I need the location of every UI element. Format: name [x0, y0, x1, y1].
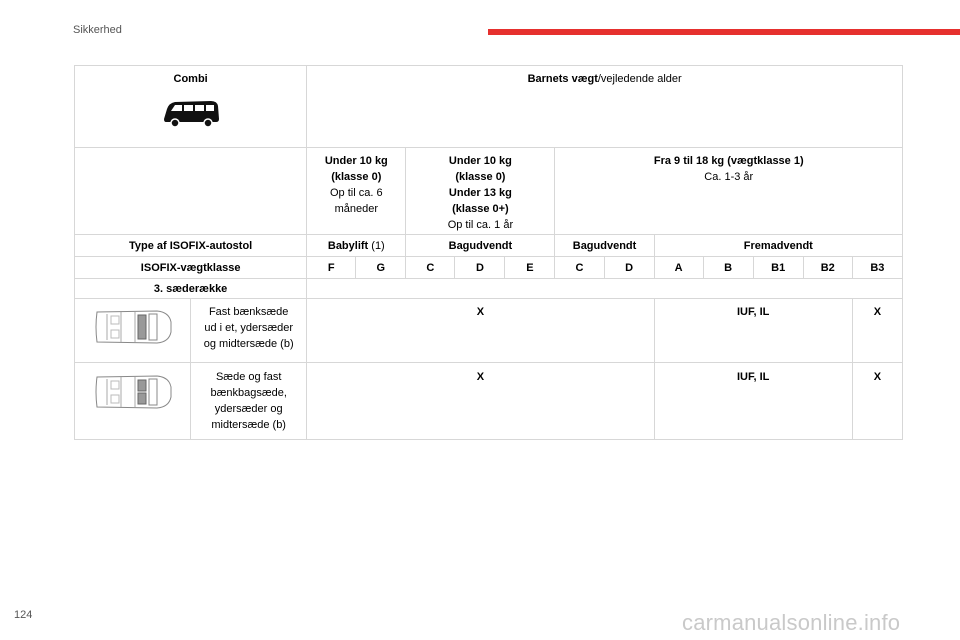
size-cell: A: [654, 257, 703, 279]
type-babylift: [307, 235, 406, 257]
empty-cell: [307, 279, 903, 299]
seat-description: Fast bænksæde ud i et, ydersæder og midtersæde (b): [191, 299, 307, 363]
group-weight: Under 10 kg: [448, 155, 512, 167]
car-seat-diagram-icon: [91, 371, 175, 413]
group-age: Op til ca. 1 år: [447, 219, 514, 231]
size-cell: G: [356, 257, 406, 279]
value-cell-b3: X: [852, 299, 902, 363]
type-label: Type af ISOFIX-autostol: [75, 235, 307, 257]
car-seat-diagram-icon: [91, 306, 175, 348]
size-cell: D: [455, 257, 505, 279]
size-cell: E: [505, 257, 555, 279]
value-cell-b3: X: [852, 363, 902, 440]
size-cell: C: [406, 257, 455, 279]
weight-header-rest: /vejledende alder: [597, 73, 682, 85]
size-cell: B3: [852, 257, 902, 279]
page-number: 124: [14, 609, 33, 621]
group-class: (klasse 0): [455, 171, 506, 183]
van-icon: [161, 97, 221, 129]
isofix-table: [74, 65, 903, 440]
size-cell: F: [307, 257, 356, 279]
type-rear-2: Bagudvendt: [555, 235, 654, 257]
seat-diagram-cell: [75, 299, 191, 363]
weight-header: [307, 66, 903, 148]
group-cell-2: [555, 148, 903, 235]
group-weight-2: Under 13 kg: [448, 187, 512, 199]
value-cell-forward: IUF, IL: [654, 363, 852, 440]
watermark: carmanualsonline.info: [682, 610, 901, 635]
type-forward: Fremadvendt: [654, 235, 902, 257]
size-cell: D: [604, 257, 654, 279]
vehicle-label: Combi: [173, 73, 208, 85]
babylift-label: Babylift: [327, 239, 369, 252]
value-cell-rear: X: [307, 299, 654, 363]
group-cell-0: [307, 148, 406, 235]
value-cell-rear: X: [307, 363, 654, 440]
group-weight: Under 10 kg: [324, 155, 388, 167]
seat-diagram-cell: [75, 363, 191, 440]
row-label: 3. sæderække: [75, 279, 307, 299]
seat-description: Sæde og fast bænkbagsæde, ydersæder og midtersæde (b): [191, 363, 307, 440]
group-class: (klasse 0): [331, 171, 382, 183]
size-cell: B1: [753, 257, 803, 279]
section-accent-bar: [488, 29, 960, 35]
value-cell-forward: IUF, IL: [654, 299, 852, 363]
type-rear-1: Bagudvendt: [406, 235, 555, 257]
empty-cell: [75, 148, 307, 235]
section-title: Sikkerhed: [73, 24, 122, 36]
size-cell: B2: [803, 257, 852, 279]
group-age: Ca. 1-3 år: [704, 171, 754, 183]
size-cell: B: [703, 257, 753, 279]
group-weight: Fra 9 til 18 kg (vægtklasse 1): [653, 155, 804, 167]
weight-header-bold: Barnets vægt: [527, 73, 598, 85]
group-cell-1: [406, 148, 555, 235]
group-age: Op til ca. 6 måneder: [330, 187, 383, 215]
size-cell: C: [555, 257, 604, 279]
size-label: ISOFIX-vægtklasse: [75, 257, 307, 279]
vehicle-cell: [75, 66, 307, 148]
group-class-2: (klasse 0+): [452, 203, 509, 215]
babylift-note: (1): [368, 239, 385, 252]
